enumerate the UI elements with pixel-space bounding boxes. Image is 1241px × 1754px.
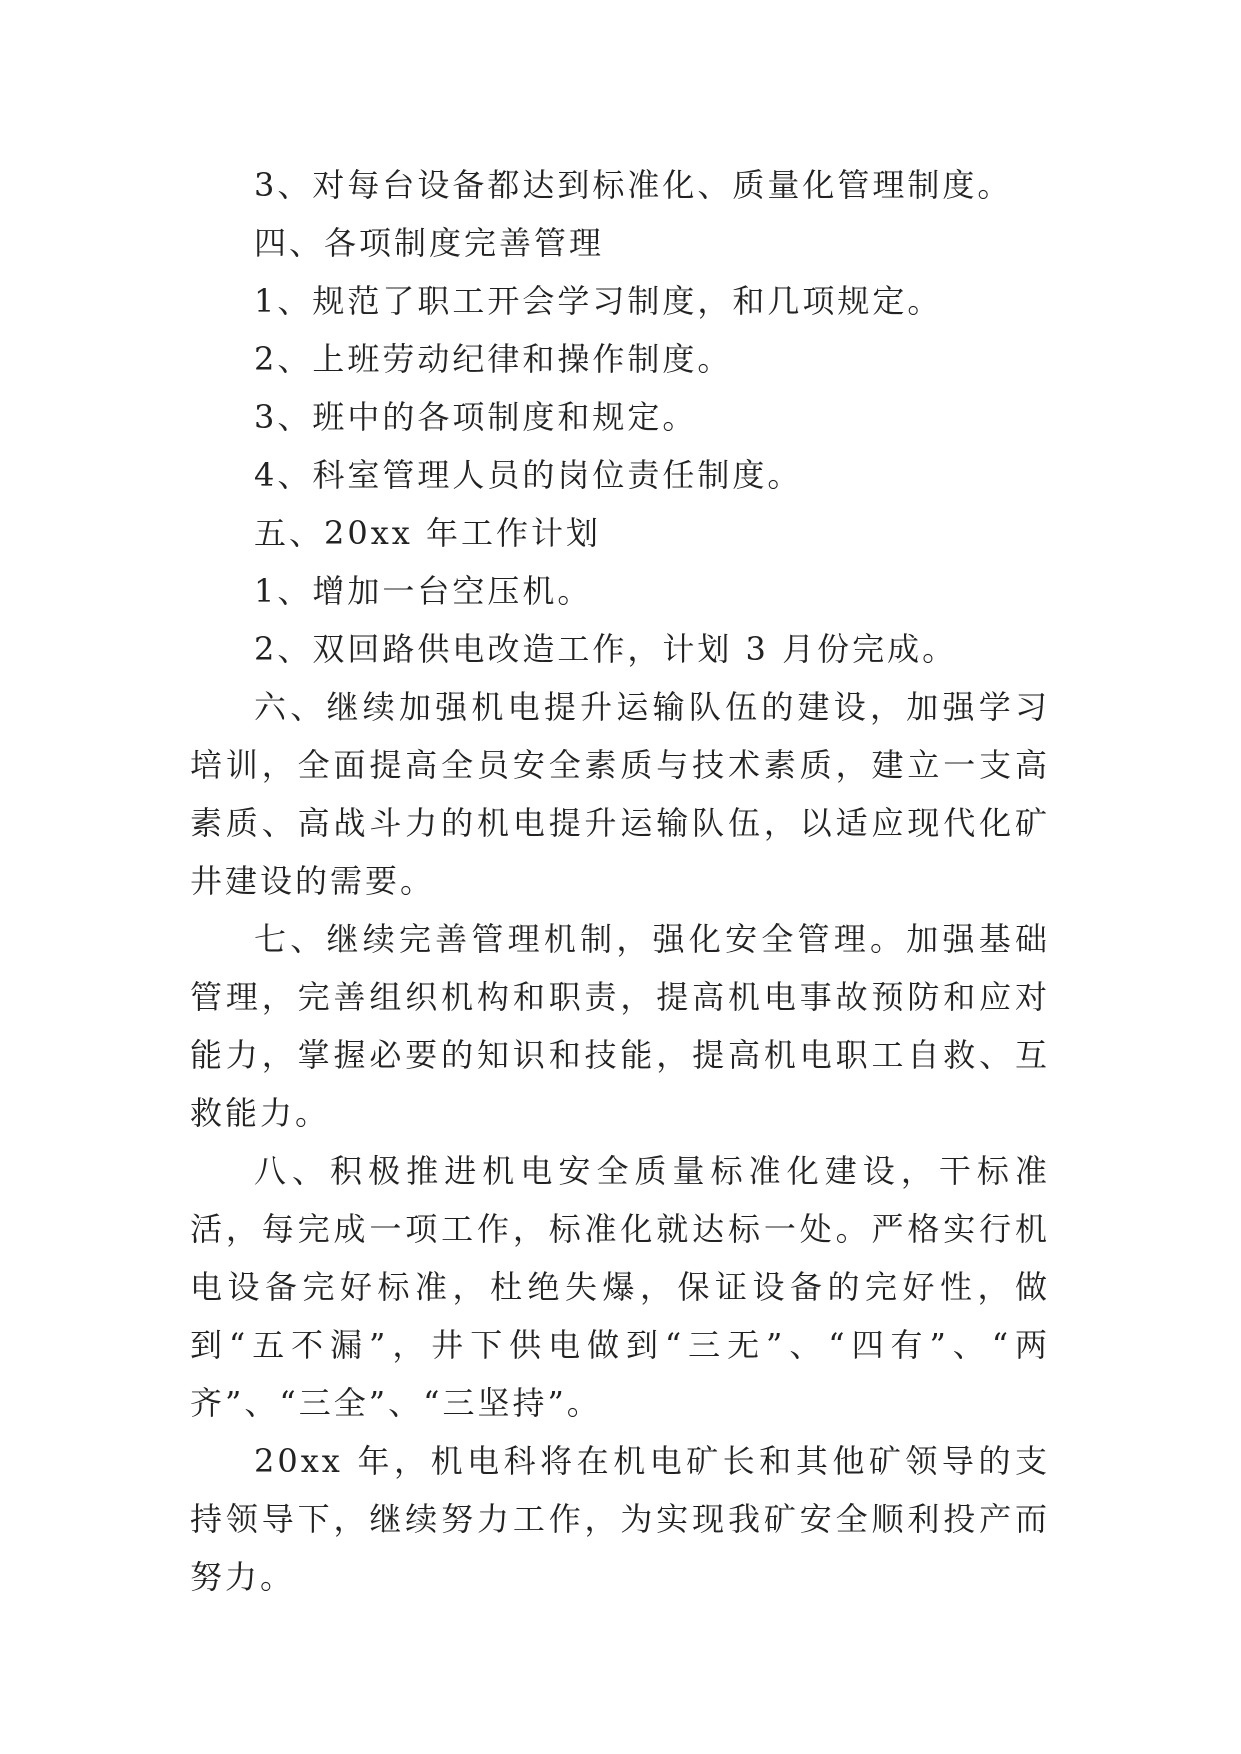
document-body <box>190 156 1050 1606</box>
section-heading-5: 五、20xx 年工作计划 <box>254 514 601 552</box>
section-paragraph-8: 八、积极推进机电安全质量标准化建设，干标准活，每完成一项工作，标准化就达标一处。严格实行机电设备完好标准，杜绝失爆，保证设备的完好性，做到“五不漏”，井下供电做到“三无”、“四有”、“两齐”、“三全”、“三坚持”。 <box>190 1152 1050 1422</box>
section-paragraph-7: 七、继续完善管理机制，强化安全管理。加强基础管理，完善组织机构和职责，提高机电事故预防和应对能力，掌握必要的知识和技能，提高机电职工自救、互救能力。 <box>190 920 1050 1132</box>
paragraph-item-4-3: 3、班中的各项制度和规定。 <box>254 398 698 436</box>
paragraph-item-5-2: 2、双回路供电改造工作，计划 3 月份完成。 <box>254 630 958 668</box>
section-paragraph-6: 六、继续加强机电提升运输队伍的建设，加强学习培训，全面提高全员安全素质与技术素质，建立一支高素质、高战斗力的机电提升运输队伍，以适应现代化矿井建设的需要。 <box>190 688 1050 900</box>
paragraph-item-5-1: 1、增加一台空压机。 <box>254 572 593 610</box>
section-heading-4: 四、各项制度完善管理 <box>254 224 605 262</box>
paragraph-item-4-2: 2、上班劳动纪律和操作制度。 <box>254 340 733 378</box>
closing-paragraph: 20xx 年，机电科将在机电矿长和其他矿领导的支持领导下，继续努力工作，为实现我矿安全顺利投产而努力。 <box>190 1442 1050 1596</box>
paragraph-item-4-4: 4、科室管理人员的岗位责任制度。 <box>254 456 803 494</box>
paragraph-item-3: 3、对每台设备都达到标准化、质量化管理制度。 <box>254 166 1013 204</box>
paragraph-item-4-1: 1、规范了职工开会学习制度，和几项规定。 <box>254 282 943 320</box>
